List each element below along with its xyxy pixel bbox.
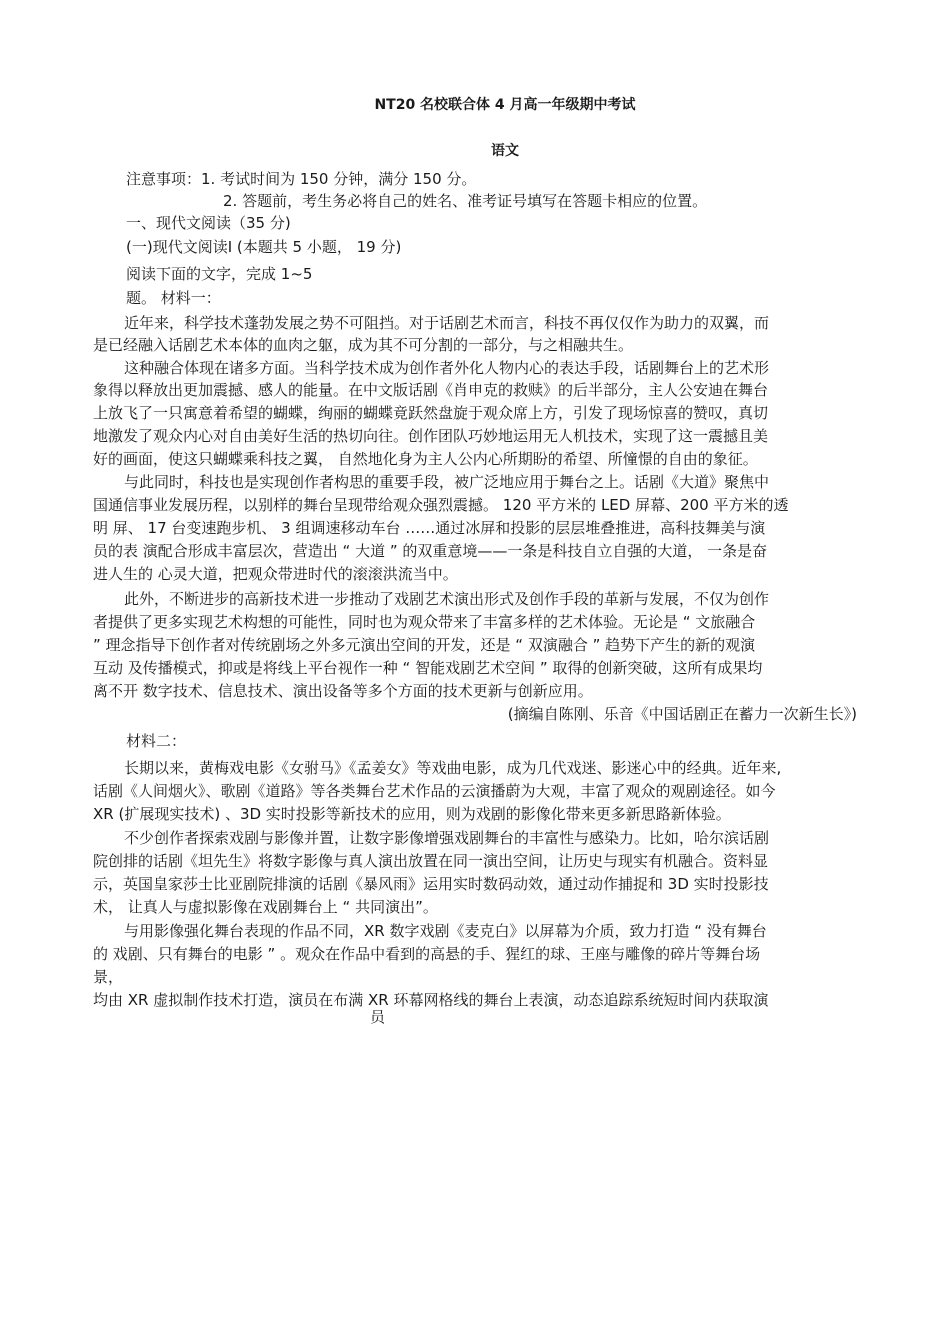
- notice-line-1: 注意事项：1. 考试时间为 150 分钟，满分 150 分。: [126, 170, 477, 188]
- paragraph-line: 员: [370, 1008, 386, 1026]
- paragraph-line: 话剧《人间烟火》、歌剧《道路》等各类舞台艺术作品的云演播蔚为大观，丰富了观众的观剧途径。如今: [93, 782, 776, 800]
- paragraph-line: 术， 让真人与虚拟影像在戏剧舞台上 “ 共同演出”。: [93, 898, 438, 916]
- sub-section-heading: (一)现代文阅读Ⅰ (本题共 5 小题， 19 分): [126, 238, 402, 256]
- material1-source: (摘编自陈刚、乐音《中国话剧正在蓄力一次新生长》): [507, 705, 857, 723]
- paragraph-line: XR (扩展现实技术) 、3D 实时投影等新技术的应用，则为戏剧的影像化带来更多新思路新体验。: [93, 805, 731, 823]
- paragraph-line: 景，: [93, 968, 124, 986]
- paragraph-line: 进人生的 心灵大道，把观众带进时代的滚滚洪流当中。: [93, 565, 458, 583]
- notice-line-2: 2. 答题前，考生务必将自己的姓名、准考证号填写在答题卡相应的位置。: [223, 192, 708, 210]
- paragraph-line: 离不开 数字技术、信息技术、演出设备等多个方面的技术更新与创新应用。: [93, 682, 593, 700]
- paragraph-line: 员的表 演配合形成丰富层次，营造出 “ 大道 ” 的双重意境——一条是科技自立自强的大道， 一条是奋: [93, 542, 768, 560]
- section-heading: 一、现代文阅读（35 分): [126, 214, 291, 232]
- paragraph-line: ” 理念指导下创作者对传统剧场之外多元演出空间的开发，还是 “ 双演融合 ” 趋势下产生的新的观演: [93, 636, 756, 654]
- paragraph-line: 近年来，科学技术蓬勃发展之势不可阻挡。对于话剧艺术而言，科技不再仅仅作为助力的双翼，而: [124, 314, 770, 332]
- paragraph-line: 此外，不断进步的高新技术进一步推动了戏剧艺术演出形式及创作手段的革新与发展，不仅为创作: [124, 590, 770, 608]
- paragraph-line: 明 屏、 17 台变速跑步机、 3 组调速移动车台 ……通过冰屏和投影的层层堆叠推进，高科技舞美与演: [93, 519, 766, 537]
- paragraph-line: 者提供了更多实现艺术构想的可能性，同时也为观众带来了丰富多样的艺术体验。无论是 “ 文旅融合: [93, 613, 756, 631]
- paragraph-line: 与用影像强化舞台表现的作品不同，XR 数字戏剧《麦克白》以屏幕为介质，致力打造 “ 没有舞台: [124, 922, 767, 940]
- paragraph-line: 示，英国皇家莎士比亚剧院排演的话剧《暴风雨》运用实时数码动效，通过动作捕捉和 3D 实时投影技: [93, 875, 769, 893]
- paragraph-line: 上放飞了一只寓意着希望的蝴蝶，绚丽的蝴蝶竟跃然盘旋于观众席上方，引发了现场惊喜的赞叹，真切: [93, 404, 769, 422]
- paragraph-line: 的 戏剧、只有舞台的电影 ” 。观众在作品中看到的高悬的手、猩红的球、王座与雕像的碎片等舞台场: [93, 945, 761, 963]
- subject-title: 语文: [491, 143, 519, 159]
- paragraph-line: 地激发了观众内心对自由美好生活的热切向往。创作团队巧妙地运用无人机技术，实现了这一震撼且美: [93, 427, 769, 445]
- paragraph-line: 象得以释放出更加震撼、感人的能量。在中文版话剧《肖申克的救赎》的后半部分，主人公安迪在舞台: [93, 381, 769, 399]
- paragraph-line: 国通信事业发展历程，以别样的舞台呈现带给观众强烈震撼。 120 平方米的 LED 屏幕、200 平方米的透: [93, 496, 789, 514]
- paragraph-line: 长期以来，黄梅戏电影《女驸马》《孟姜女》等戏曲电影，成为几代戏迷、影迷心中的经典。近年来,: [124, 759, 782, 777]
- paragraph-line: 不少创作者探索戏剧与影像并置，让数字影像增强戏剧舞台的丰富性与感染力。比如，哈尔滨话剧: [124, 829, 770, 847]
- instruction-line-2: 题。 材料一：: [126, 289, 221, 307]
- paragraph-line: 院创排的话剧《坦先生》将数字影像与真人演出放置在同一演出空间，让历史与现实有机融合。资料显: [93, 852, 769, 870]
- paragraph-line: 互动 及传播模式，抑或是将线上平台视作一种 “ 智能戏剧艺术空间 ” 取得的创新突破，这所有成果均: [93, 659, 763, 677]
- paragraph-line: 均由 XR 虚拟制作技术打造，演员在布满 XR 环幕网格线的舞台上表演，动态追踪系统短时间内获取演: [93, 991, 769, 1009]
- paragraph-line: 这种融合体现在诸多方面。当科学技术成为创作者外化人物内心的表达手段，话剧舞台上的艺术形: [124, 359, 770, 377]
- exam-title: NT20 名校联合体 4 月高一年级期中考试: [374, 97, 636, 113]
- material2-label: 材料二：: [126, 732, 187, 750]
- paragraph-line: 与此同时，科技也是实现创作者构思的重要手段，被广泛地应用于舞台之上。话剧《大道》聚焦中: [124, 473, 770, 491]
- instruction-line-1: 阅读下面的文字，完成 1~5: [126, 265, 313, 283]
- paragraph-line: 好的画面，使这只蝴蝶乘科技之翼， 自然地化身为主人公内心所期盼的希望、所憧憬的自由的象征。: [93, 450, 758, 468]
- paragraph-line: 是已经融入话剧艺术本体的血肉之躯，成为其不可分割的一部分，与之相融共生。: [93, 336, 634, 354]
